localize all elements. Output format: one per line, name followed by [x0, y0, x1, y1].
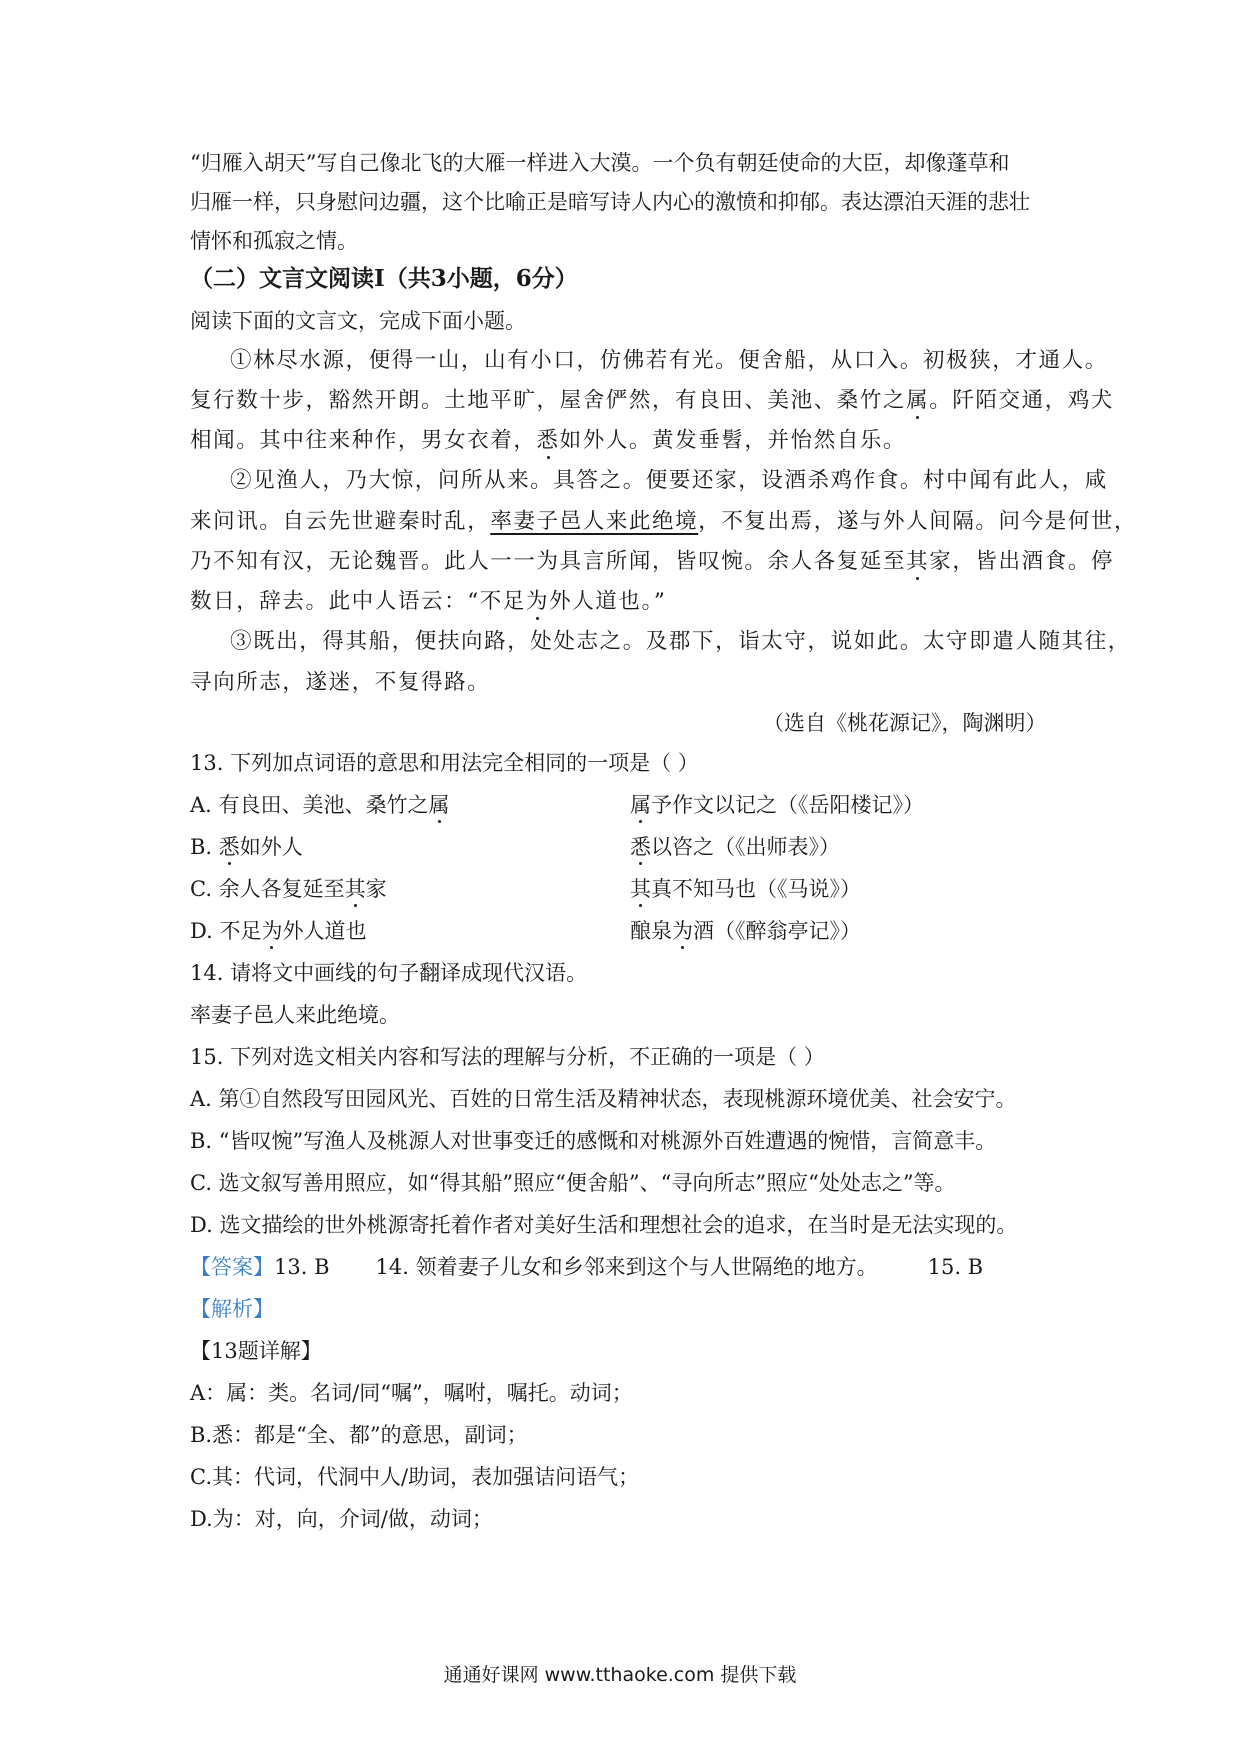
analysis-line-a: A：属：类。名词/同“嘱”，嘱咐，嘱托。动词；	[190, 1381, 633, 1405]
dotted-word: 为	[526, 589, 550, 614]
passage-p3-line-2: 寻向所志，遂迷，不复得路。	[190, 670, 491, 695]
section-instruction: 阅读下面的文言文，完成下面小题。	[190, 309, 526, 333]
q13-stem: 13. 下列加点词语的意思和用法完全相同的一项是（ ）	[190, 751, 699, 775]
q14-sentence: 率妻子邑人来此绝境。	[190, 1003, 400, 1027]
intro-line-3: 情怀和孤寂之情。	[190, 229, 358, 253]
passage-p3-line-1: ③既出，得其船，便扶向路，处处志之。及郡下，诣太守，说如此。太守即遣人随其往，	[230, 629, 1131, 654]
passage-p1-line-1: ①林尽水源，便得一山，山有小口，仿佛若有光。便舍船，从口入。初极狭，才通人。	[230, 348, 1108, 373]
q15-option-b: B. “皆叹惋”写渔人及桃源人对世事变迁的感慨和对桃源外百姓遭遇的惋惜，言简意丰。	[190, 1129, 997, 1153]
answer-label: 【答案】	[190, 1255, 274, 1279]
q14-stem: 14. 请将文中画线的句子翻译成现代汉语。	[190, 961, 588, 985]
answer-15: 15. B	[927, 1255, 984, 1279]
intro-line-2: 归雁一样，只身慰问边疆，这个比喻正是暗写诗人内心的激愤和抑郁。表达漂泊天涯的悲壮	[190, 190, 1030, 214]
q13-option-a-right: 属予作文以记之（《岳阳楼记》）	[630, 793, 924, 817]
passage-p2-line-3: 乃不知有汉，无论魏晋。此人一一为具言所闻，皆叹惋。余人各复延至其家，皆出酒食。停	[190, 549, 1115, 574]
q15-option-c: C. 选文叙写善用照应，如“得其船”照应“便舍船”、“寻向所志”照应“处处志之”等。	[190, 1171, 956, 1195]
analysis-line-d: D.为：对，向，介词/做，动词；	[190, 1507, 493, 1531]
q13-option-b-left: B. 悉如外人	[190, 835, 303, 859]
answer-14: 14. 领着妻子儿女和乡邻来到这个与人世隔绝的地方。	[375, 1255, 878, 1279]
dotted-word: 其	[906, 549, 930, 574]
analysis-label: 【解析】	[190, 1297, 274, 1321]
underlined-sentence: 率妻子邑人来此绝境	[490, 509, 699, 534]
answer-line	[190, 1252, 983, 1282]
section-heading: （二）文言文阅读Ⅰ（共3小题，6分）	[190, 265, 578, 292]
dotted-word: 悉	[536, 428, 560, 453]
q13-option-c-left: C. 余人各复延至其家	[190, 877, 387, 901]
q13-option-a-left: A. 有良田、美池、桑竹之属	[190, 793, 450, 817]
analysis-sub-heading: 【13题详解】	[190, 1339, 322, 1363]
analysis-line-b: B.悉：都是“全、都”的意思，副词；	[190, 1423, 528, 1447]
passage-source: （选自《桃花源记》，陶渊明）	[763, 711, 1047, 735]
q15-stem: 15. 下列对选文相关内容和写法的理解与分析，不正确的一项是（ ）	[190, 1045, 825, 1069]
intro-line-1: “归雁入胡天”写自己像北飞的大雁一样进入大漠。一个负有朝廷使命的大臣，却像蓬草和	[190, 151, 1010, 175]
passage-p2-line-1: ②见渔人，乃大惊，问所从来。具答之。便要还家，设酒杀鸡作食。村中闻有此人，咸	[230, 468, 1108, 493]
page-footer: 通通好课网 www.tthaoke.com 提供下载	[443, 1664, 797, 1686]
analysis-line-c: C.其：代词，代洞中人/助词，表加强诘问语气；	[190, 1465, 640, 1489]
q15-option-d: D. 选文描绘的世外桃源寄托着作者对美好生活和理想社会的追求，在当时是无法实现的。	[190, 1213, 1018, 1237]
passage-p2-line-2: 来问讯。自云先世避秦时乱，率妻子邑人来此绝境，不复出焉，遂与外人间隔。问今是何世，	[190, 509, 1138, 534]
q13-option-b-right: 悉以咨之（《出师表》）	[630, 835, 840, 859]
passage-p1-line-3: 相闻。其中往来种作，男女衣着，悉如外人。黄发垂髫，并怡然自乐。	[190, 428, 907, 453]
answer-13: 13. B	[274, 1255, 330, 1279]
dotted-word: 属	[906, 388, 930, 413]
q15-option-a: A. 第①自然段写田园风光、百姓的日常生活及精神状态，表现桃源环境优美、社会安宁。	[190, 1087, 1017, 1111]
q13-option-d-left: D. 不足为外人道也	[190, 919, 367, 943]
q13-option-c-right: 其真不知马也（《马说》）	[630, 877, 861, 901]
passage-p1-line-2: 复行数十步，豁然开朗。土地平旷，屋舍俨然，有良田、美池、桑竹之属。阡陌交通，鸡犬	[190, 388, 1115, 413]
passage-p2-line-4: 数日，辞去。此中人语云：“不足为外人道也。”	[190, 589, 667, 614]
q13-option-d-right: 酿泉为酒（《醉翁亭记》）	[630, 919, 861, 943]
